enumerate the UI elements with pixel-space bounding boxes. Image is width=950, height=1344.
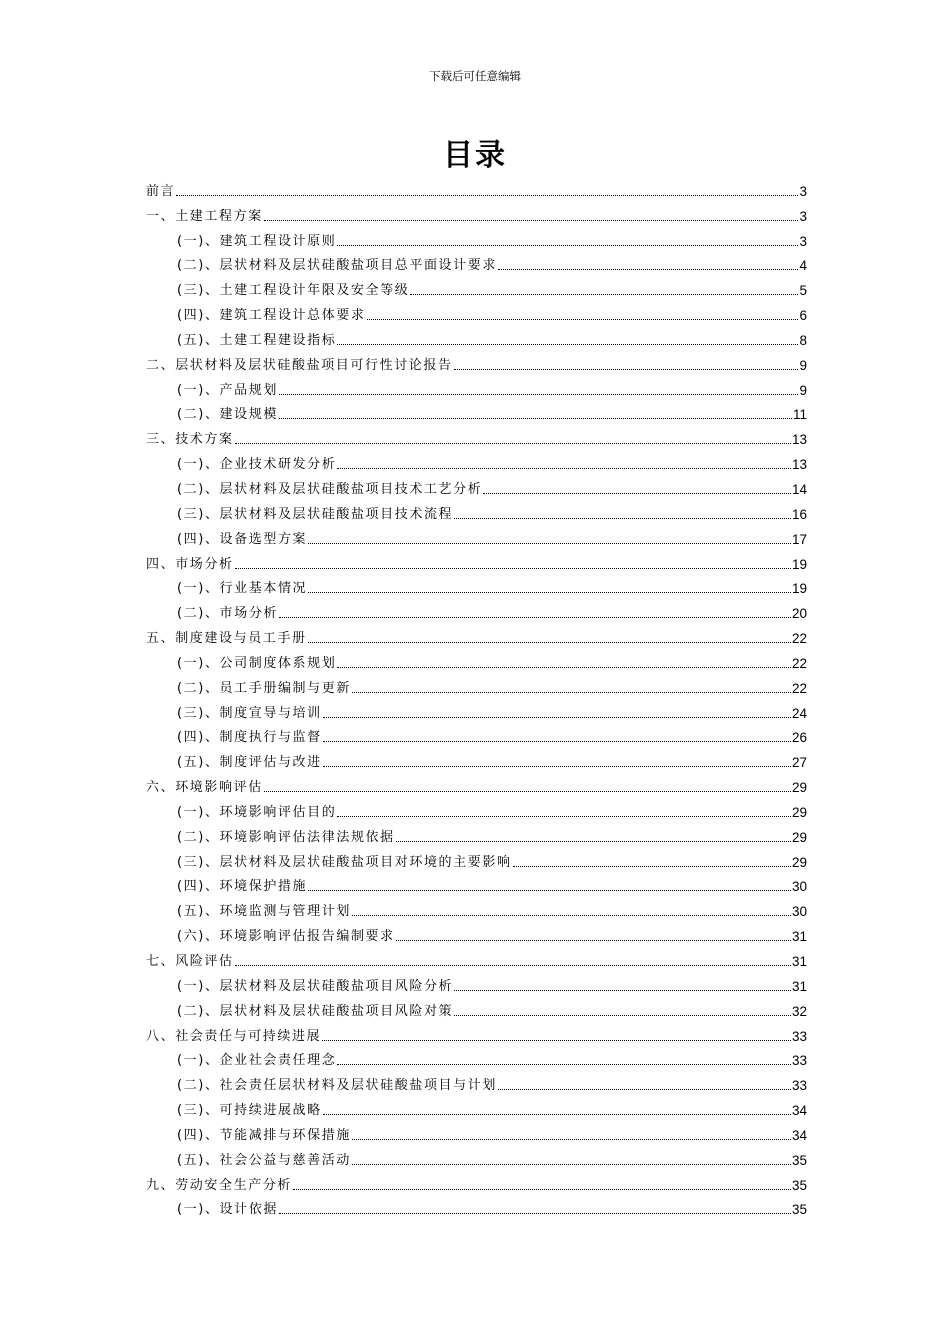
toc-entry[interactable]: [146, 647, 807, 672]
toc-entry[interactable]: [146, 399, 807, 424]
toc-leader-dots: [396, 939, 791, 941]
toc-entry-label: (三)、层状材料及层状硅酸盐项目技术流程: [177, 506, 454, 522]
toc-entry-label: (一)、企业技术研发分析: [177, 457, 337, 473]
toc-entry-label: (一)、设计依据: [177, 1202, 278, 1218]
toc-entry[interactable]: [146, 374, 807, 399]
toc-entry-label: (二)、员工手册编制与更新: [177, 680, 351, 696]
toc-entry[interactable]: [146, 498, 807, 523]
toc-entry-label: (二)、市场分析: [177, 606, 278, 622]
toc-entry-page: 29: [791, 804, 807, 820]
toc-entry[interactable]: [146, 523, 807, 548]
toc-leader-dots: [279, 417, 792, 419]
toc-entry[interactable]: [146, 1119, 807, 1144]
toc-entry-label: 二、层状材料及层状硅酸盐项目可行性讨论报告: [146, 357, 453, 373]
toc-entry[interactable]: [146, 796, 807, 821]
toc-leader-dots: [352, 691, 791, 693]
toc-leader-dots: [352, 1138, 791, 1140]
toc-entry-page: 19: [791, 556, 807, 572]
toc-entry[interactable]: [146, 622, 807, 647]
toc-entry[interactable]: [146, 945, 807, 970]
toc-entry[interactable]: [146, 573, 807, 598]
toc-leader-dots: [352, 914, 791, 916]
toc-entry-label: (三)、制度宣导与培训: [177, 705, 322, 721]
toc-entry-page: 24: [791, 705, 807, 721]
toc-entry[interactable]: [146, 1144, 807, 1169]
toc-leader-dots: [454, 368, 799, 370]
toc-entry-page: 11: [792, 407, 807, 423]
toc-leader-dots: [323, 740, 791, 742]
toc-entry[interactable]: [146, 597, 807, 622]
toc-leader-dots: [337, 467, 791, 469]
toc-leader-dots: [308, 889, 791, 891]
toc-leader-dots: [279, 1212, 791, 1214]
toc-leader-dots: [235, 567, 791, 569]
toc-entry-page: 19: [791, 581, 807, 597]
toc-leader-dots: [352, 1163, 791, 1165]
toc-entry-label: (一)、企业社会责任理念: [177, 1053, 337, 1069]
toc-entry-label: (二)、社会责任层状材料及层状硅酸盐项目与计划: [177, 1078, 497, 1094]
toc-leader-dots: [176, 194, 798, 196]
table-of-contents: [146, 175, 807, 1218]
toc-entry[interactable]: [146, 871, 807, 896]
toc-entry-page: 33: [791, 1078, 807, 1094]
toc-entry-label: (三)、土建工程设计年限及安全等级: [177, 283, 410, 299]
toc-entry[interactable]: [146, 895, 807, 920]
toc-entry-page: 29: [791, 829, 807, 845]
toc-leader-dots: [323, 1113, 791, 1115]
toc-entry[interactable]: [146, 722, 807, 747]
toc-leader-dots: [513, 865, 791, 867]
toc-entry-label: (五)、环境监测与管理计划: [177, 904, 351, 920]
toc-entry[interactable]: [146, 1169, 807, 1194]
toc-entry-label: (一)、公司制度体系规划: [177, 655, 337, 671]
toc-entry-label: 前言: [146, 183, 176, 199]
toc-entry-page: 35: [791, 1177, 807, 1193]
toc-entry-page: 4: [799, 258, 807, 274]
toc-entry-page: 35: [791, 1152, 807, 1168]
toc-entry[interactable]: [146, 473, 807, 498]
toc-leader-dots: [367, 318, 799, 320]
toc-entry-label: (二)、环境影响评估法律法规依据: [177, 829, 395, 845]
toc-entry-page: 29: [791, 854, 807, 870]
toc-leader-dots: [308, 641, 791, 643]
toc-leader-dots: [264, 790, 791, 792]
toc-entry-page: 5: [799, 283, 807, 299]
toc-entry[interactable]: [146, 1045, 807, 1070]
toc-entry-label: 六、环境影响评估: [146, 780, 263, 796]
toc-leader-dots: [323, 765, 791, 767]
toc-entry-label: (一)、建筑工程设计原则: [177, 233, 337, 249]
toc-entry[interactable]: [146, 1194, 807, 1219]
toc-entry[interactable]: [146, 846, 807, 871]
toc-entry-page: 31: [791, 954, 807, 969]
toc-entry-label: (四)、设备选型方案: [177, 531, 308, 547]
toc-entry-page: 22: [791, 655, 807, 671]
toc-entry-page: 13: [791, 432, 807, 448]
toc-leader-dots: [308, 591, 791, 593]
toc-entry-label: 八、社会责任与可持续进展: [146, 1028, 322, 1044]
toc-entry-label: (二)、建设规模: [177, 407, 278, 423]
toc-entry[interactable]: [146, 1020, 807, 1045]
toc-entry-label: 三、技术方案: [146, 432, 234, 448]
toc-leader-dots: [323, 716, 791, 718]
toc-entry-label: (五)、社会公益与慈善活动: [177, 1152, 351, 1168]
toc-entry[interactable]: [146, 548, 807, 573]
toc-entry[interactable]: [146, 349, 807, 374]
toc-leader-dots: [454, 1014, 791, 1016]
toc-leader-dots: [279, 393, 799, 395]
toc-entry-page: 31: [791, 929, 807, 945]
toc-entry-page: 3: [799, 208, 807, 224]
toc-leader-dots: [264, 219, 799, 221]
toc-entry-page: 29: [791, 780, 807, 796]
toc-entry-label: 九、劳动安全生产分析: [146, 1177, 293, 1193]
toc-entry[interactable]: [146, 672, 807, 697]
toc-entry[interactable]: [146, 1069, 807, 1094]
toc-entry[interactable]: [146, 250, 807, 275]
toc-entry-label: (一)、产品规划: [177, 382, 278, 398]
toc-entry-label: (一)、行业基本情况: [177, 581, 308, 597]
toc-entry[interactable]: [146, 771, 807, 796]
toc-leader-dots: [498, 1088, 791, 1090]
toc-entry-page: 13: [791, 457, 807, 473]
toc-leader-dots: [235, 442, 791, 444]
toc-entry-page: 17: [791, 531, 807, 547]
toc-entry-page: 30: [791, 879, 807, 895]
toc-entry-label: 四、市场分析: [146, 556, 234, 572]
toc-leader-dots: [410, 293, 798, 295]
toc-entry-page: 22: [791, 680, 807, 696]
toc-entry[interactable]: [146, 970, 807, 995]
toc-entry-page: 33: [791, 1053, 807, 1069]
toc-entry-page: 3: [799, 233, 807, 249]
toc-entry[interactable]: [146, 1094, 807, 1119]
toc-entry[interactable]: [146, 299, 807, 324]
toc-leader-dots: [235, 964, 791, 966]
toc-leader-dots: [293, 1188, 791, 1190]
toc-entry[interactable]: [146, 274, 807, 299]
toc-entry[interactable]: [146, 995, 807, 1020]
page-title: 目录: [443, 138, 507, 173]
toc-leader-dots: [454, 989, 791, 991]
toc-entry-page: 35: [791, 1202, 807, 1218]
toc-leader-dots: [337, 343, 798, 345]
toc-entry-label: 一、土建工程方案: [146, 208, 263, 224]
toc-entry-label: (一)、环境影响评估目的: [177, 804, 337, 820]
toc-leader-dots: [337, 1063, 791, 1065]
toc-entry-label: (四)、节能减排与环保措施: [177, 1127, 351, 1143]
toc-entry-page: 26: [791, 730, 807, 746]
toc-entry[interactable]: [146, 423, 807, 448]
toc-entry-page: 20: [791, 606, 807, 622]
toc-entry-label: (一)、层状材料及层状硅酸盐项目风险分析: [177, 978, 454, 994]
toc-entry-label: (二)、层状材料及层状硅酸盐项目风险对策: [177, 1003, 454, 1019]
toc-entry-page: 33: [791, 1028, 807, 1044]
toc-leader-dots: [322, 1039, 791, 1041]
toc-entry[interactable]: [146, 324, 807, 349]
toc-entry-page: 31: [791, 978, 807, 994]
toc-entry[interactable]: [146, 821, 807, 846]
page-header: 下载后可任意编辑: [429, 69, 521, 83]
toc-entry-page: 34: [791, 1127, 807, 1143]
toc-entry-page: 9: [799, 357, 807, 373]
toc-entry-page: 9: [799, 382, 807, 398]
toc-leader-dots: [498, 268, 799, 270]
toc-entry-page: 14: [791, 481, 807, 497]
toc-leader-dots: [483, 492, 791, 494]
toc-entry-page: 16: [791, 506, 807, 522]
toc-leader-dots: [337, 666, 791, 668]
toc-entry-label: (三)、层状材料及层状硅酸盐项目对环境的主要影响: [177, 854, 512, 870]
toc-entry-page: 8: [799, 332, 807, 348]
toc-entry-page: 27: [791, 755, 807, 771]
toc-entry-label: (四)、环境保护措施: [177, 879, 308, 895]
toc-leader-dots: [396, 840, 791, 842]
toc-entry[interactable]: [146, 697, 807, 722]
toc-entry[interactable]: [146, 920, 807, 945]
toc-entry-page: 22: [791, 631, 807, 647]
toc-entry-page: 6: [799, 308, 807, 324]
toc-entry[interactable]: [146, 175, 807, 200]
toc-entry[interactable]: [146, 200, 807, 225]
toc-leader-dots: [454, 517, 791, 519]
toc-entry-label: (四)、建筑工程设计总体要求: [177, 308, 366, 324]
toc-entry-label: (二)、层状材料及层状硅酸盐项目技术工艺分析: [177, 481, 483, 497]
toc-leader-dots: [308, 542, 791, 544]
toc-entry[interactable]: [146, 225, 807, 250]
toc-entry-page: 34: [791, 1103, 807, 1119]
toc-entry-label: (五)、制度评估与改进: [177, 755, 322, 771]
toc-entry-label: (五)、土建工程建设指标: [177, 332, 337, 348]
toc-leader-dots: [279, 616, 791, 618]
toc-entry[interactable]: [146, 746, 807, 771]
toc-leader-dots: [337, 815, 791, 817]
toc-leader-dots: [337, 244, 798, 246]
toc-entry-page: 30: [791, 904, 807, 920]
toc-entry-page: 32: [791, 1003, 807, 1019]
toc-entry-label: 五、制度建设与员工手册: [146, 631, 307, 647]
toc-entry[interactable]: [146, 448, 807, 473]
toc-entry-label: (四)、制度执行与监督: [177, 730, 322, 746]
toc-entry-label: (六)、环境影响评估报告编制要求: [177, 929, 395, 945]
toc-entry-label: 七、风险评估: [146, 954, 234, 969]
toc-entry-label: (二)、层状材料及层状硅酸盐项目总平面设计要求: [177, 258, 497, 274]
toc-entry-label: (三)、可持续进展战略: [177, 1103, 322, 1119]
toc-entry-page: 3: [799, 183, 807, 199]
